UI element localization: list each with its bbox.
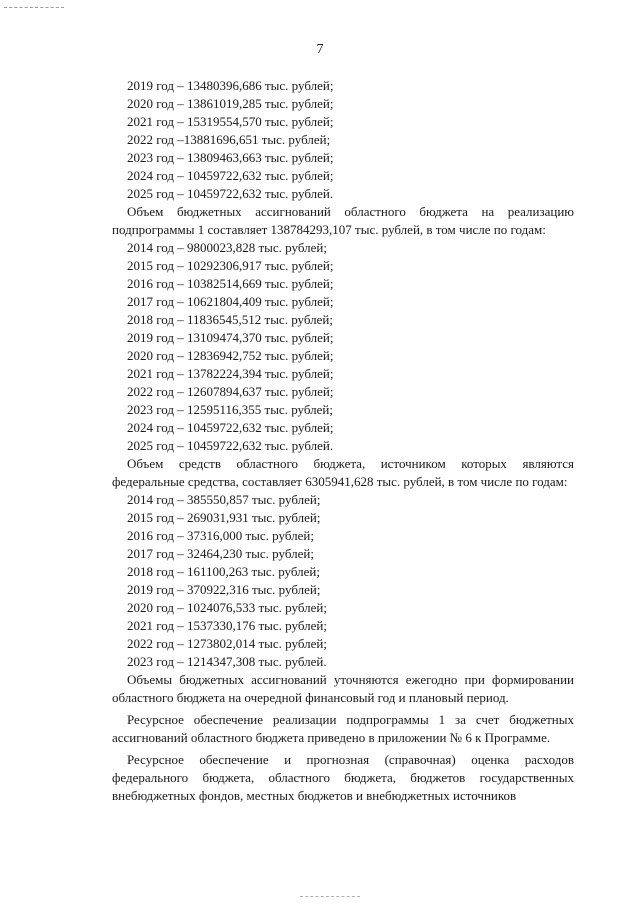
year-line: 2018 год – 161100,263 тыс. рублей; bbox=[127, 564, 320, 579]
year-line: 2016 год – 10382514,669 тыс. рублей; bbox=[127, 276, 334, 291]
paragraph-federal-funds: Объем средств областного бюджета, источником которых являются федеральные средства, составляет 6305941,628 тыс. рублей, в том числе по годам: bbox=[112, 456, 574, 489]
year-list-subprogram bbox=[112, 239, 574, 455]
year-line: 2014 год – 385550,857 тыс. рублей; bbox=[127, 492, 321, 507]
year-line: 2019 год – 370922,316 тыс. рублей; bbox=[127, 582, 321, 597]
year-line: 2025 год – 10459722,632 тыс. рублей. bbox=[127, 438, 334, 453]
year-line: 2020 год – 13861019,285 тыс. рублей; bbox=[127, 96, 334, 111]
page-number: 7 bbox=[316, 42, 324, 57]
paragraph-resource-provision: Ресурсное обеспечение реализации подпрограммы 1 за счет бюджетных ассигнований областного бюджета приведено в приложении № 6 к Программе. bbox=[112, 712, 574, 745]
year-line: 2024 год – 10459722,632 тыс. рублей; bbox=[127, 420, 334, 435]
year-line: 2020 год – 1024076,533 тыс. рублей; bbox=[127, 600, 327, 615]
year-line: 2021 год – 15319554,570 тыс. рублей; bbox=[127, 114, 334, 129]
year-line: 2015 год – 269031,931 тыс. рублей; bbox=[127, 510, 321, 525]
year-list-federal bbox=[112, 491, 574, 671]
year-line: 2018 год – 11836545,512 тыс. рублей; bbox=[127, 312, 333, 327]
year-line: 2022 год –13881696,651 тыс. рублей; bbox=[127, 132, 331, 147]
year-line: 2019 год – 13480396,686 тыс. рублей; bbox=[127, 78, 334, 93]
year-line: 2022 год – 12607894,637 тыс. рублей; bbox=[127, 384, 334, 399]
year-line: 2025 год – 10459722,632 тыс. рублей. bbox=[127, 186, 334, 201]
paragraph-subprogram-budget: Объем бюджетных ассигнований областного бюджета на реализацию подпрограммы 1 составляет 138784293,107 тыс. рублей, в том числе по годам: bbox=[112, 204, 574, 237]
year-line: 2015 год – 10292306,917 тыс. рублей; bbox=[127, 258, 334, 273]
document-body bbox=[112, 77, 574, 805]
year-list-total bbox=[112, 77, 574, 203]
year-line: 2022 год – 1273802,014 тыс. рублей; bbox=[127, 636, 327, 651]
paragraph-forecast-estimate: Ресурсное обеспечение и прогнозная (справочная) оценка расходов федерального бюджета, областного бюджета, бюджетов государственных внебюджетных фондов, местных бюджетов и внебюджетных источников bbox=[112, 752, 574, 803]
year-line: 2024 год – 10459722,632 тыс. рублей; bbox=[127, 168, 334, 183]
year-line: 2017 год – 10621804,409 тыс. рублей; bbox=[127, 294, 334, 309]
year-line: 2020 год – 12836942,752 тыс. рублей; bbox=[127, 348, 334, 363]
year-line: 2017 год – 32464,230 тыс. рублей; bbox=[127, 546, 314, 561]
year-line: 2023 год – 1214347,308 тыс. рублей. bbox=[127, 654, 327, 669]
year-line: 2021 год – 13782224,394 тыс. рублей; bbox=[127, 366, 334, 381]
scan-edge-mark bbox=[300, 896, 360, 897]
year-line: 2023 год – 13809463,663 тыс. рублей; bbox=[127, 150, 334, 165]
year-line: 2019 год – 13109474,370 тыс. рублей; bbox=[127, 330, 334, 345]
scan-edge-mark bbox=[4, 7, 64, 8]
year-line: 2016 год – 37316,000 тыс. рублей; bbox=[127, 528, 314, 543]
year-line: 2021 год – 1537330,176 тыс. рублей; bbox=[127, 618, 327, 633]
year-line: 2023 год – 12595116,355 тыс. рублей; bbox=[127, 402, 333, 417]
paragraph-budget-refinement: Объемы бюджетных ассигнований уточняются ежегодно при формировании областного бюджета на очередной финансовый год и плановый период. bbox=[112, 672, 574, 705]
year-line: 2014 год – 9800023,828 тыс. рублей; bbox=[127, 240, 327, 255]
